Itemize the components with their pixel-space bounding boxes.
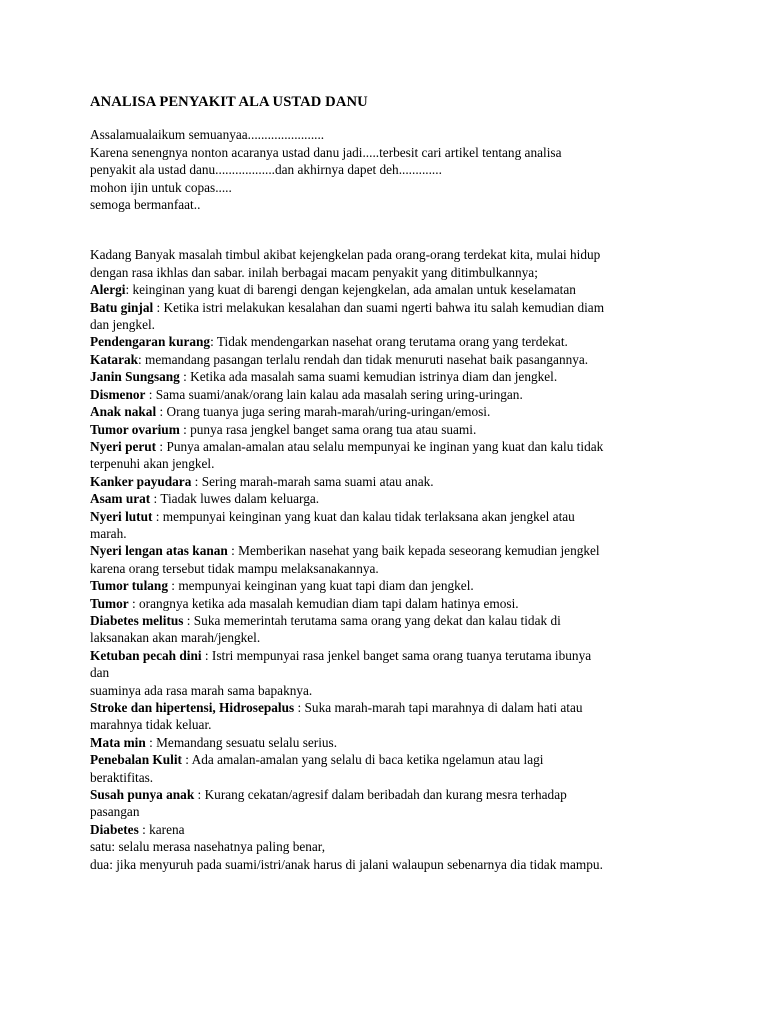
term-separator: : [181,752,192,768]
disease-term: Mata min [90,734,146,750]
entry-text: Tidak mendengarkan nasehat orang terutama orang yang terdekat. [216,334,568,350]
disease-entry [90,508,690,543]
disease-term: Asam urat [90,491,151,507]
entry-text: suaminya ada rasa marah sama bapaknya. [90,682,313,698]
disease-list [90,281,690,873]
disease-entry [90,403,690,420]
disease-entry [90,542,690,577]
entry-line [90,595,690,612]
entry-text: laksanakan akan marah/jengkel. [90,630,261,646]
entry-text: Orang tuanya juga sering marah-marah/uring-uringan/emosi. [166,404,491,420]
disease-term: Penebalan Kulit [90,752,182,768]
disease-term: Dismenor [90,386,146,402]
term-separator: : [125,282,133,298]
intro-line: penyakit ala ustad danu..................dan akhirnya dapet deh............. [90,162,442,178]
disease-entry [90,612,690,647]
disease-entry [90,386,690,403]
disease-term: Anak nakal [90,404,157,420]
disease-entry [90,421,690,438]
disease-term: Susah punya anak [90,787,195,803]
disease-term: Ketuban pecah dini [90,647,202,663]
entry-line [90,647,690,664]
entry-text: Ketika istri melakukan kesalahan dan suami ngerti bahwa itu salah kemudian diam [163,299,605,315]
disease-entry [90,438,690,473]
term-separator: : [150,491,161,507]
entry-text: pasangan [90,804,140,820]
disease-entry [90,786,690,821]
entry-text: terpenuhi akan jengkel. [90,456,215,472]
disease-term: Nyeri lengan atas kanan [90,543,228,559]
disease-entry [90,595,690,612]
disease-entry [90,577,690,594]
entry-text: satu: selalu merasa nasehatnya paling benar, [90,839,326,855]
disease-entry [90,351,690,368]
intro-line: semoga bermanfaat.. [90,197,201,213]
entry-line [90,333,690,350]
disease-entry [90,368,690,385]
intro-line: mohon ijin untuk copas..... [90,179,232,195]
disease-term: Alergi [90,282,126,298]
term-separator: : [138,351,146,367]
disease-term: Tumor [90,595,129,611]
entry-text: Memberikan nasehat yang baik kepada seseorang kemudian jengkel [238,543,600,559]
term-separator: : [156,404,167,420]
disease-entry [90,473,690,490]
entry-text: orangnya ketika ada masalah kemudian diam tapi dalam hatinya emosi. [139,595,519,611]
term-separator: : [201,647,212,663]
disease-entry [90,333,690,350]
entry-text: Memandang sesuatu selalu serius. [156,734,338,750]
term-separator: : [167,578,179,594]
entry-text: keinginan yang kuat di barengi dengan kejengkelan, ada amalan untuk keselamatan [132,282,576,298]
term-separator: : [156,438,167,454]
entry-line [90,769,690,786]
disease-entry [90,821,690,873]
entry-text: mempunyai keinginan yang kuat tapi diam dan jengkel. [178,578,474,594]
entry-line [90,838,690,855]
intro-line: Karena senengnya nonton acaranya ustad danu jadi.....terbesit cari artikel tentang analisa [90,144,562,160]
term-separator: : [145,734,157,750]
entry-text: dan [90,665,110,681]
entry-text: mempunyai keinginan yang kuat dan kalau tidak terlaksana akan jengkel atau [162,508,575,524]
entry-line [90,786,690,803]
disease-entry [90,299,690,334]
disease-entry [90,490,690,507]
term-separator: : [138,821,150,837]
entry-text: dan jengkel. [90,317,155,333]
entry-line [90,455,690,472]
disease-term: Stroke dan hipertensi, Hidrosepalus [90,700,295,715]
entry-text: karena orang tersebut tidak mampu melaksanakannya. [90,560,379,576]
entry-text: Suka memerintah terutama sama orang yang dekat dan kalau tidak di [193,612,561,628]
disease-entry [90,751,690,786]
entry-text: dua: jika menyuruh pada suami/istri/anak harus di jalani walaupun sebenarnya dia tidak mampu. [90,856,603,872]
entry-line [90,299,690,316]
entry-line [90,682,690,699]
disease-entry [90,281,690,298]
entry-line [90,316,690,333]
document-page [90,94,690,873]
entry-line [90,542,690,559]
term-separator: : [179,369,191,385]
entry-line [90,473,690,490]
entry-text: Sama suami/anak/orang lain kalau ada masalah sering uring-uringan. [155,386,523,402]
entry-line [90,716,690,733]
entry-text: marahnya tidak keluar. [90,717,212,733]
entry-line [90,438,690,455]
disease-term: Katarak [90,351,139,367]
term-separator: : [210,334,217,350]
disease-term: Tumor tulang [90,578,168,594]
term-separator: : [194,787,205,803]
entry-line [90,734,690,751]
entry-line [90,421,690,438]
opening-paragraph [90,246,690,281]
entry-text: beraktifitas. [90,769,154,785]
entry-line [90,403,690,420]
entry-line [90,386,690,403]
disease-term: Diabetes melitus [90,612,184,628]
intro-line: Assalamualaikum semuanyaa....................... [90,127,325,143]
disease-term: Janin Sungsang [90,369,180,385]
opening-line: dengan rasa ikhlas dan sabar. inilah berbagai macam penyakit yang ditimbulkannya; [90,264,538,280]
term-separator: : [128,595,140,611]
entry-text: Sering marah-marah sama suami atau anak. [201,473,434,489]
disease-term: Tumor ovarium [90,421,180,437]
disease-term: Nyeri lutut [90,508,153,524]
entry-line [90,281,690,298]
entry-line [90,821,690,838]
entry-line [90,629,690,646]
disease-entry [90,734,690,751]
term-separator: : [153,299,164,315]
disease-entry [90,699,690,734]
entry-text: Ada amalan-amalan yang selalu di baca ketika ngelamun atau lagi [191,752,544,768]
entry-text: memandang pasangan terlalu rendah dan tidak menuruti nasehat baik pasangannya. [145,351,589,367]
entry-text: Ketika ada masalah sama suami kemudian istrinya diam dan jengkel. [190,369,558,385]
entry-text: Tiadak luwes dalam keluarga. [160,491,320,507]
entry-text: karena [149,821,185,837]
disease-term: Pendengaran kurang [90,334,211,350]
entry-line [90,612,690,629]
disease-term: Diabetes [90,821,139,837]
entry-line [90,368,690,385]
term-separator: : [294,700,305,715]
disease-entry [90,647,690,699]
entry-text: Istri mempunyai rasa jenkel banget sama orang tuanya terutama ibunya [211,647,592,663]
term-separator: : [152,508,163,524]
entry-line [90,560,690,577]
entry-line [90,856,690,873]
entry-line [90,490,690,507]
disease-term: Kanker payudara [90,473,192,489]
entry-line [90,351,690,368]
term-separator: : [183,612,194,628]
term-separator: : [191,473,202,489]
entry-line [90,577,690,594]
intro-block [90,126,690,213]
opening-line: Kadang Banyak masalah timbul akibat kejengkelan pada orang-orang terdekat kita, mulai hidup [90,247,601,263]
entry-text: marah. [90,525,127,541]
term-separator: : [179,421,191,437]
term-separator: : [227,543,239,559]
entry-text: Suka marah-marah tapi marahnya di dalam hati atau [304,700,583,715]
entry-line [90,525,690,542]
entry-text: punya rasa jengkel banget sama orang tua atau suami. [190,421,477,437]
section-spacer [90,213,690,246]
term-separator: : [145,386,156,402]
entry-text: Kurang cekatan/agresif dalam beribadah dan kurang mesra terhadap [204,787,567,803]
entry-line [90,664,690,681]
entry-line [90,508,690,525]
disease-term: Nyeri perut [90,438,157,454]
document-title: ANALISA PENYAKIT ALA USTAD DANU [90,94,368,110]
entry-line [90,699,690,716]
entry-line [90,751,690,768]
entry-line [90,803,690,820]
entry-text: Punya amalan-amalan atau selalu mempunyai ke inginan yang kuat dan kalu tidak [166,438,604,454]
disease-term: Batu ginjal [90,299,154,315]
